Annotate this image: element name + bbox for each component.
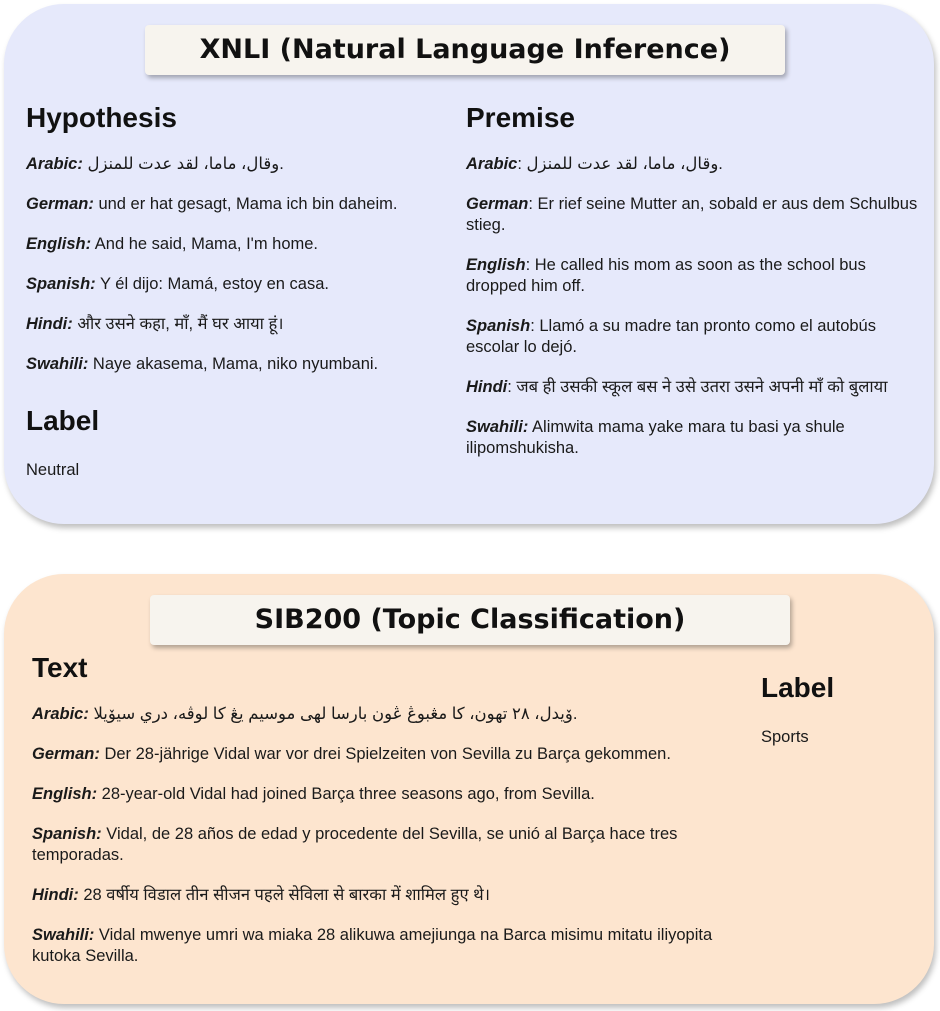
text-heading: Text — [32, 652, 88, 683]
lang-label: Arabic — [466, 155, 518, 173]
entry-text: وقال، ماما، لقد عدت للمنزل. — [82, 155, 284, 173]
lang-label: Hindi: — [26, 315, 73, 333]
entry-text: And he said, Mama, I'm home. — [91, 235, 319, 253]
hypothesis-entry-english — [26, 234, 446, 255]
premise-entry-arabic — [466, 154, 921, 175]
premise-entry-english — [466, 255, 921, 297]
entry-text: : وقال، ماما، لقد عدت للمنزل. — [517, 155, 723, 173]
text-entry-arabic — [32, 704, 732, 725]
premise-entry-german — [466, 194, 921, 236]
hypothesis-heading: Hypothesis — [26, 102, 177, 133]
sib200-panel — [4, 574, 934, 1004]
lang-label: English: — [26, 235, 92, 253]
entry-text: und er hat gesagt, Mama ich bin daheim. — [93, 195, 398, 213]
entry-text: : जब ही उसकी स्कूल बस ने उसे उतरा उसने अपनी माँ को बुलाया — [507, 378, 888, 396]
hypothesis-entry-arabic — [26, 154, 446, 175]
text-entry-spanish — [32, 824, 732, 866]
lang-label: Spanish: — [26, 275, 96, 293]
lang-label: Spanish — [466, 317, 531, 335]
entry-text: 28 वर्षीय विडाल तीन सीजन पहले सेविला से बारका में शामिल हुए थे। — [78, 886, 490, 904]
lang-label: Hindi — [466, 378, 508, 396]
entry-text: Y él dijo: Mamá, estoy en casa. — [95, 275, 329, 293]
xnli-title: XNLI (Natural Language Inference) — [145, 25, 785, 75]
entry-text: Vidal mwenye umri wa miaka 28 alikuwa amejiunga na Barca misimu mitatu iliyopita kutoka Sevilla. — [32, 926, 713, 965]
entry-text: Naye akasema, Mama, niko nyumbani. — [88, 355, 379, 373]
lang-label: Arabic: — [26, 155, 83, 173]
entry-text: ۆيدل، ٢٨ تهون، كا مڠبوڠ ڠون بارسا لهى موسيم يڠ كا لوڤه، دري سيۆيلا. — [88, 705, 578, 723]
lang-label: German: — [26, 195, 94, 213]
lang-label: English: — [32, 785, 98, 803]
hypothesis-entry-hindi — [26, 314, 446, 335]
lang-label: German — [466, 195, 529, 213]
entry-text: और उसने कहा, माँ, मैं घर आया हूं। — [72, 315, 284, 333]
premise-entry-spanish — [466, 316, 921, 358]
sib200-label-heading: Label — [761, 672, 835, 703]
premise-entry-hindi — [466, 377, 921, 398]
entry-text: Alimwita mama yake mara tu basi ya shule ilipomshukisha. — [466, 418, 845, 457]
entry-text: : Er rief seine Mutter an, sobald er aus dem Schulbus stieg. — [466, 195, 918, 234]
text-entry-german — [32, 744, 732, 765]
hypothesis-entry-german — [26, 194, 446, 215]
lang-label: Swahili: — [32, 926, 95, 944]
entry-text: Der 28-jährige Vidal war vor drei Spielzeiten von Sevilla zu Barça gekommen. — [99, 745, 671, 763]
lang-label: German: — [32, 745, 100, 763]
sib200-title: SIB200 (Topic Classification) — [150, 595, 790, 645]
premise-heading: Premise — [466, 102, 575, 133]
lang-label: Arabic: — [32, 705, 89, 723]
premise-entry-swahili — [466, 417, 921, 459]
xnli-label-heading: Label — [26, 405, 100, 436]
entry-text: Vidal, de 28 años de edad y procedente del Sevilla, se unió al Barça hace tres temporadas. — [32, 825, 678, 864]
sib200-label-value: Sports — [761, 728, 809, 746]
lang-label: English — [466, 256, 526, 274]
lang-label: Hindi: — [32, 886, 79, 904]
text-list — [32, 704, 732, 986]
entry-text: : Llamó a su madre tan pronto como el autobús escolar lo dejó. — [466, 317, 876, 356]
hypothesis-entry-swahili — [26, 354, 446, 375]
xnli-panel — [4, 4, 934, 524]
text-entry-swahili — [32, 925, 732, 967]
premise-list — [466, 154, 921, 478]
entry-text: : He called his mom as soon as the school bus dropped him off. — [466, 256, 866, 295]
lang-label: Spanish: — [32, 825, 102, 843]
hypothesis-entry-spanish — [26, 274, 446, 295]
text-entry-english — [32, 784, 732, 805]
hypothesis-list — [26, 154, 446, 394]
xnli-label-value: Neutral — [26, 461, 80, 479]
text-entry-hindi — [32, 885, 732, 906]
lang-label: Swahili: — [26, 355, 89, 373]
lang-label: Swahili: — [466, 418, 529, 436]
entry-text: 28-year-old Vidal had joined Barça three seasons ago, from Sevilla. — [97, 785, 595, 803]
